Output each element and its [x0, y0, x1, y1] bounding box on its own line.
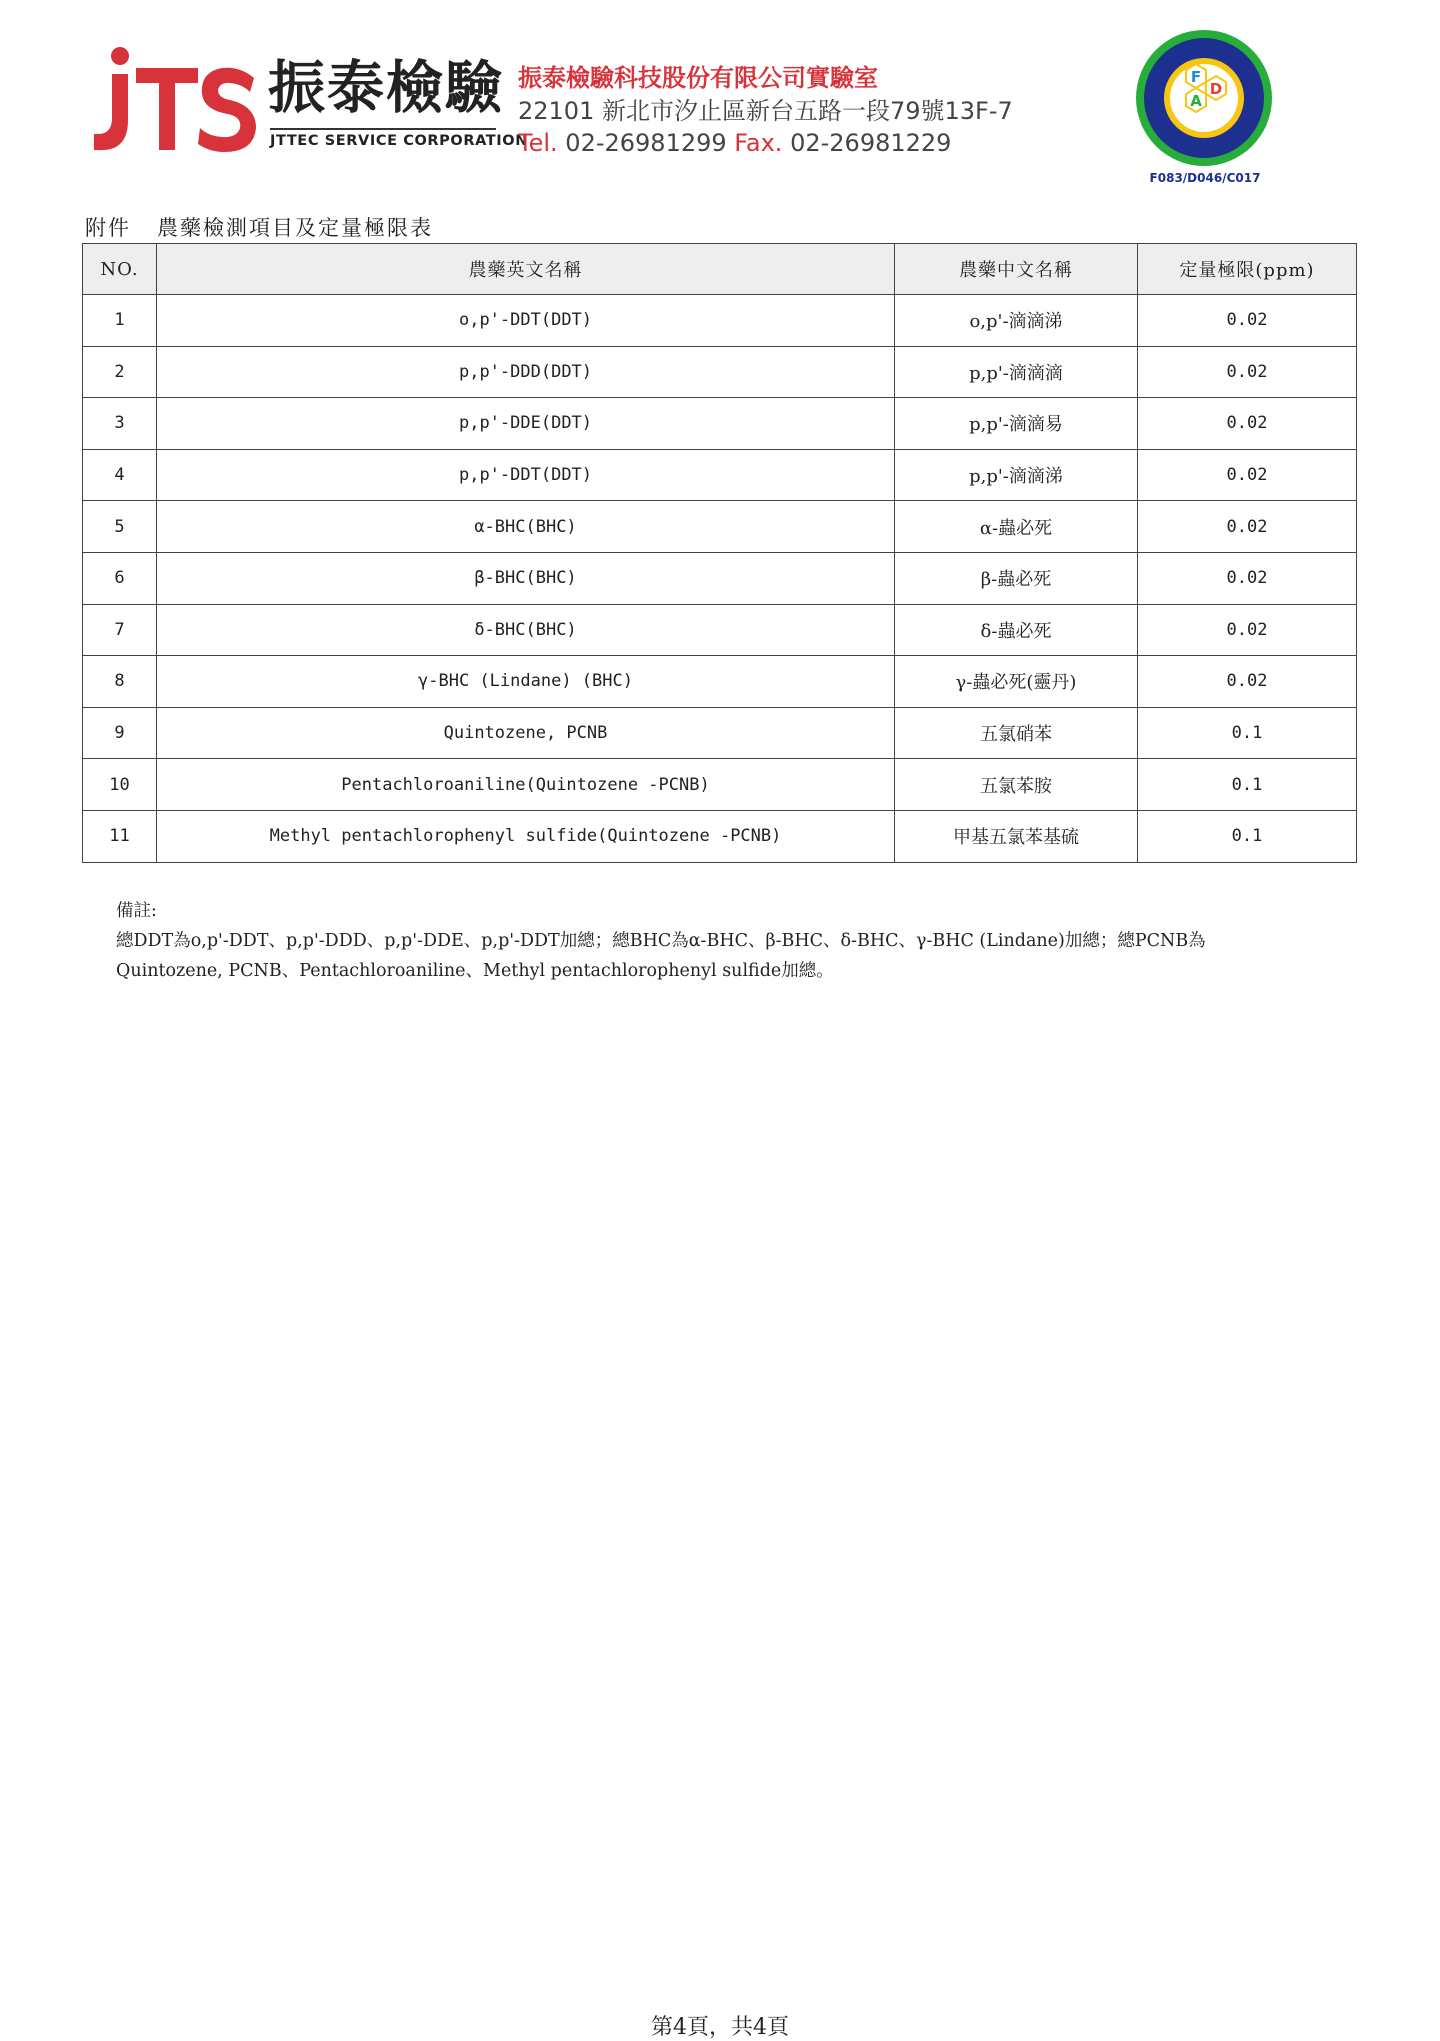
cell-chinese-name: β-蟲必死 [895, 552, 1138, 604]
accreditation-code: F083/D046/C017 [1149, 171, 1261, 185]
cell-no: 7 [83, 604, 157, 656]
pesticide-loq-table [82, 243, 1357, 863]
cell-chinese-name: 甲基五氯苯基硫 [895, 810, 1138, 862]
jts-logo-icon [90, 42, 260, 162]
cell-chinese-name: p,p'-滴滴易 [895, 398, 1138, 450]
cell-loq: 0.02 [1138, 398, 1357, 450]
cell-english-name: p,p'-DDT(DDT) [157, 449, 895, 501]
cell-no: 3 [83, 398, 157, 450]
cell-chinese-name: 五氯苯胺 [895, 759, 1138, 811]
company-address: 22101 新北市汐止區新台五路一段79號13F-7 [518, 97, 1013, 125]
fda-accreditation-seal-icon [1134, 28, 1274, 168]
table-row [83, 604, 1357, 656]
document-title [85, 212, 433, 242]
seal-letter-d: D [1209, 80, 1223, 98]
cell-loq: 0.02 [1138, 501, 1357, 553]
title-text: 農藥檢測項目及定量極限表 [157, 216, 433, 240]
logo-chinese-name: 振泰檢驗 [268, 55, 504, 121]
company-contact [518, 131, 951, 155]
page-number: 第4頁，共4頁 [651, 2015, 789, 2040]
table-row [83, 501, 1357, 553]
cell-chinese-name: o,p'-滴滴涕 [895, 295, 1138, 347]
cell-english-name: α-BHC(BHC) [157, 501, 895, 553]
cell-no: 4 [83, 449, 157, 501]
company-name: 振泰檢驗科技股份有限公司實驗室 [518, 64, 878, 92]
cell-loq: 0.02 [1138, 346, 1357, 398]
cell-no: 2 [83, 346, 157, 398]
cell-chinese-name: α-蟲必死 [895, 501, 1138, 553]
cell-english-name: o,p'-DDT(DDT) [157, 295, 895, 347]
cell-loq: 0.02 [1138, 656, 1357, 708]
cell-loq: 0.02 [1138, 604, 1357, 656]
remarks-line: 總DDT為o,p'-DDT、p,p'-DDD、p,p'-DDE、p,p'-DDT加總；總BHC為α-BHC、β-BHC、δ-BHC、γ-BHC (Lindane)加總；總PCNB為 [116, 931, 1206, 951]
table-row [83, 346, 1357, 398]
remarks-label: 備註: [116, 901, 157, 921]
cell-english-name: β-BHC(BHC) [157, 552, 895, 604]
cell-english-name: δ-BHC(BHC) [157, 604, 895, 656]
cell-loq: 0.02 [1138, 449, 1357, 501]
fax-number: 02-26981229 [790, 129, 952, 157]
cell-chinese-name: p,p'-滴滴滴 [895, 346, 1138, 398]
cell-english-name: p,p'-DDE(DDT) [157, 398, 895, 450]
cell-english-name: Quintozene, PCNB [157, 707, 895, 759]
cell-english-name: Pentachloroaniline(Quintozene -PCNB) [157, 759, 895, 811]
header-english-name: 農藥英文名稱 [157, 244, 895, 295]
cell-chinese-name: δ-蟲必死 [895, 604, 1138, 656]
cell-no: 8 [83, 656, 157, 708]
table-row [83, 449, 1357, 501]
cell-english-name: Methyl pentachlorophenyl sulfide(Quintozene -PCNB) [157, 810, 895, 862]
tel-number: 02-26981299 [565, 129, 727, 157]
logo-english-name: JTTEC SERVICE CORPORATION [270, 133, 528, 149]
table-row [83, 656, 1357, 708]
tel-label: Tel. [518, 129, 558, 157]
cell-no: 6 [83, 552, 157, 604]
header-no: NO. [83, 244, 157, 295]
cell-loq: 0.02 [1138, 295, 1357, 347]
cell-loq: 0.1 [1138, 810, 1357, 862]
cell-loq: 0.1 [1138, 759, 1357, 811]
header-chinese-name: 農藥中文名稱 [895, 244, 1138, 295]
table-row [83, 759, 1357, 811]
cell-no: 5 [83, 501, 157, 553]
table-row [83, 398, 1357, 450]
cell-english-name: γ-BHC (Lindane) (BHC) [157, 656, 895, 708]
table-header-row [83, 244, 1357, 295]
cell-chinese-name: 五氯硝苯 [895, 707, 1138, 759]
remarks-line: Quintozene, PCNB、Pentachloroaniline、Methyl pentachlorophenyl sulfide加總。 [116, 961, 834, 981]
cell-loq: 0.1 [1138, 707, 1357, 759]
seal-letter-f: F [1190, 68, 1202, 86]
title-prefix: 附件 [85, 216, 131, 240]
table-row [83, 707, 1357, 759]
cell-loq: 0.02 [1138, 552, 1357, 604]
cell-english-name: p,p'-DDD(DDT) [157, 346, 895, 398]
table-row [83, 810, 1357, 862]
table-row [83, 552, 1357, 604]
logo-divider [270, 128, 496, 130]
cell-no: 9 [83, 707, 157, 759]
fax-label: Fax. [734, 129, 783, 157]
header-loq: 定量極限(ppm) [1138, 244, 1357, 295]
table-row [83, 295, 1357, 347]
cell-no: 11 [83, 810, 157, 862]
cell-chinese-name: p,p'-滴滴涕 [895, 449, 1138, 501]
cell-chinese-name: γ-蟲必死(靈丹) [895, 656, 1138, 708]
cell-no: 10 [83, 759, 157, 811]
seal-letter-a: A [1190, 92, 1202, 110]
cell-no: 1 [83, 295, 157, 347]
remarks [116, 896, 1346, 986]
